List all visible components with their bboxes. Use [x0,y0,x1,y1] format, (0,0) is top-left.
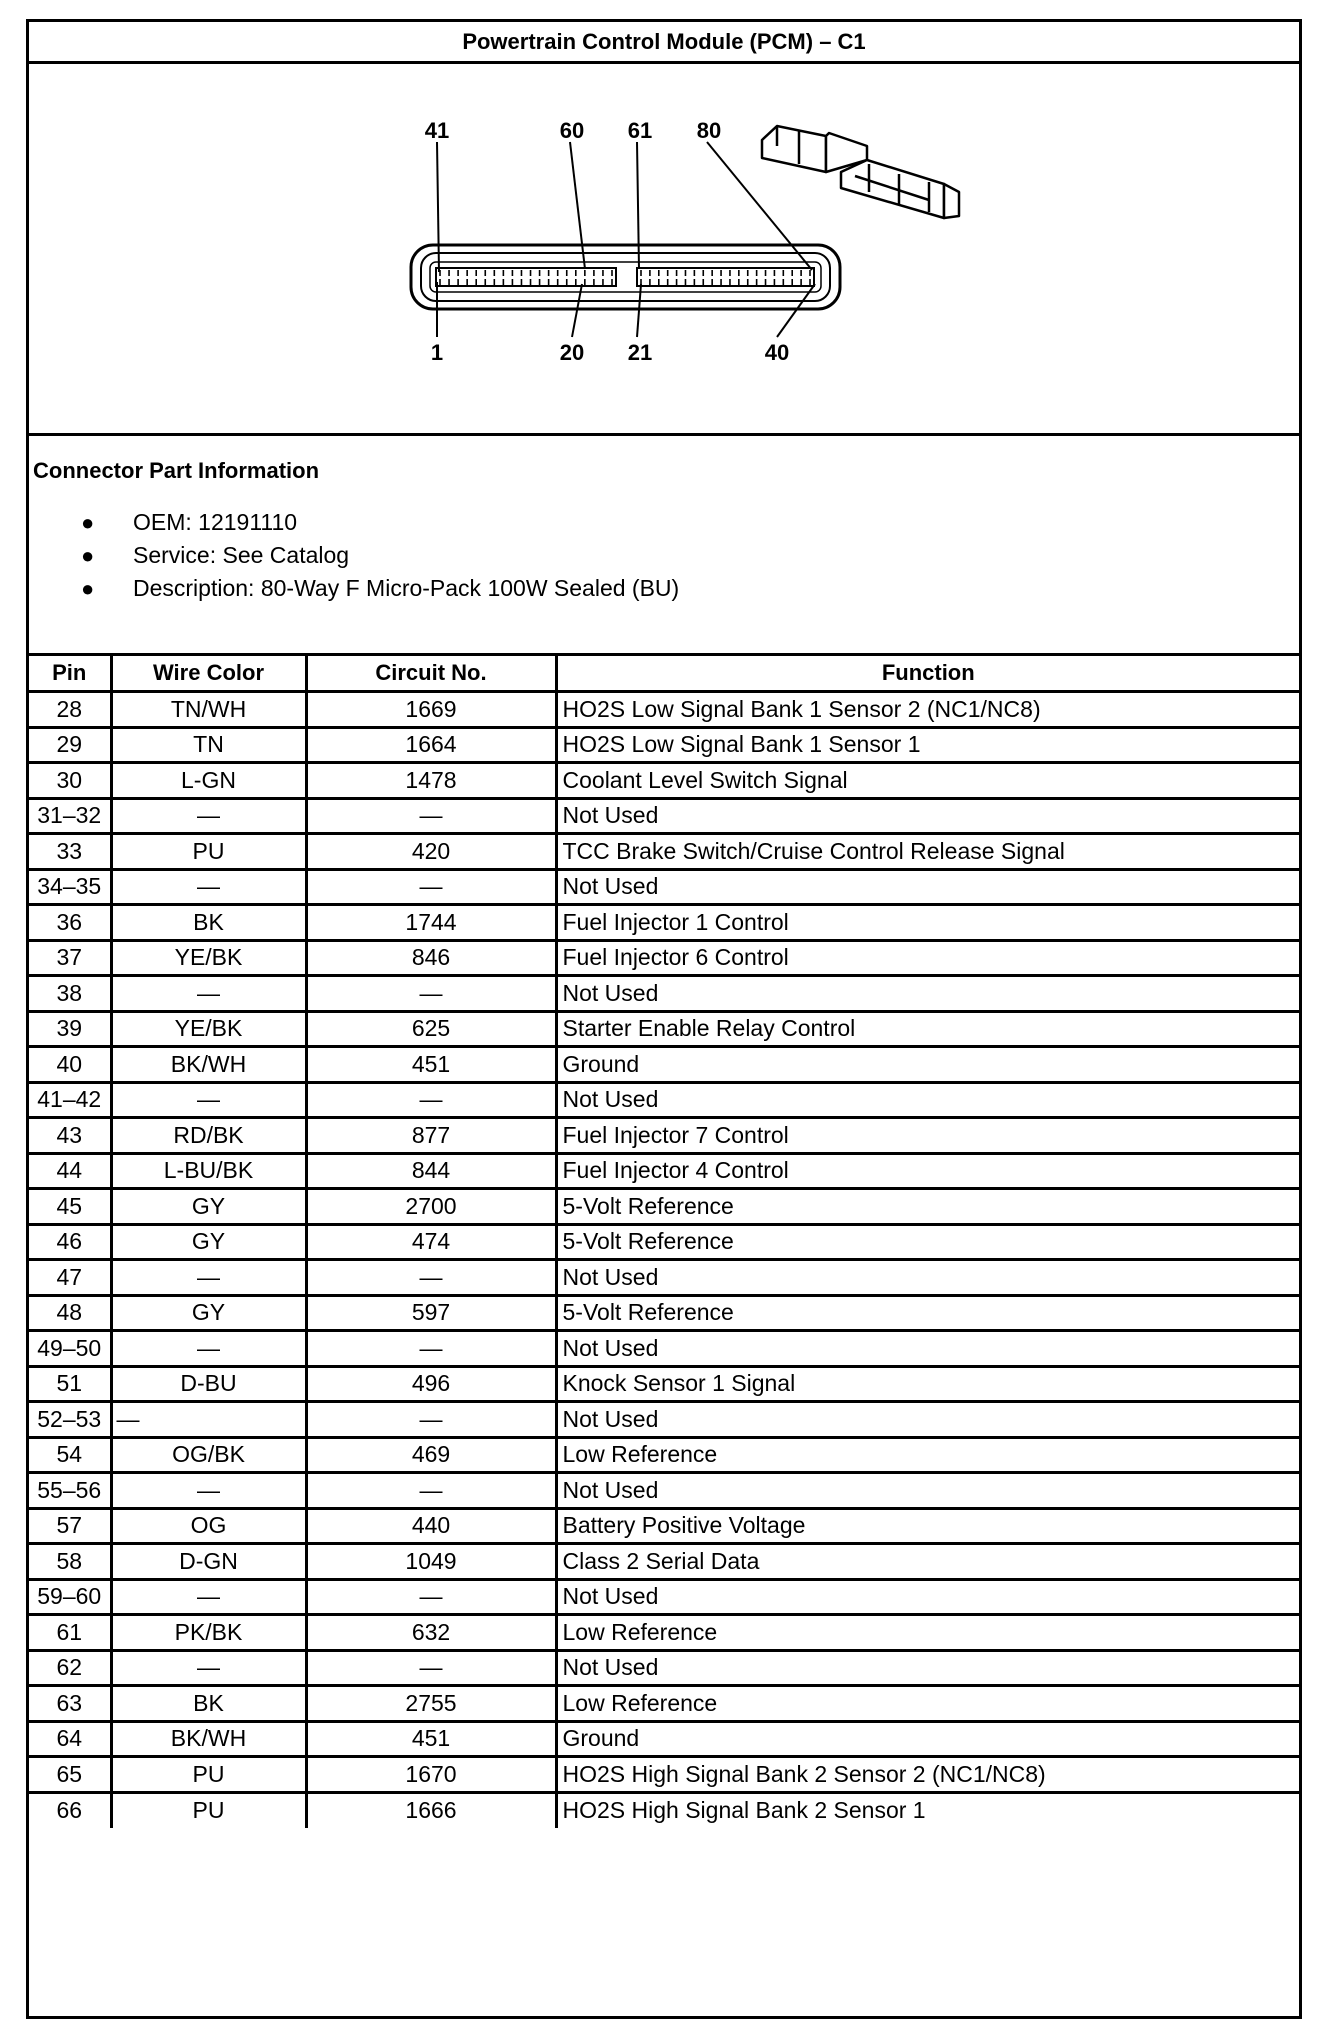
cell-circuit-no: — [306,1473,556,1509]
cell-function: 5-Volt Reference [556,1224,1299,1260]
table-row [29,1437,1299,1473]
cell-circuit-no: 1664 [306,727,556,763]
cell-circuit-no: 1744 [306,905,556,941]
connector-part-information [29,436,1299,656]
cell-pin: 62 [29,1650,111,1686]
cell-pin: 36 [29,905,111,941]
cell-pin: 44 [29,1153,111,1189]
cell-pin: 58 [29,1544,111,1580]
cell-circuit-no: 451 [306,1721,556,1757]
cell-circuit-no: — [306,1579,556,1615]
cell-circuit-no: — [306,1082,556,1118]
bullet-icon: ● [81,576,95,601]
table-row [29,1366,1299,1402]
cell-wire-color: PU [111,1792,306,1828]
cell-function: HO2S Low Signal Bank 1 Sensor 2 (NC1/NC8) [556,692,1299,728]
cell-circuit-no: 420 [306,834,556,870]
cell-wire-color: BK [111,905,306,941]
table-row [29,1331,1299,1367]
cell-circuit-no: 844 [306,1153,556,1189]
pin-table [29,656,1299,1828]
cell-function: Not Used [556,1650,1299,1686]
cell-pin: 63 [29,1686,111,1722]
cell-wire-color: — [111,976,306,1012]
cell-pin: 34–35 [29,869,111,905]
cell-function: HO2S High Signal Bank 2 Sensor 1 [556,1792,1299,1828]
table-row [29,1295,1299,1331]
cell-function: Not Used [556,869,1299,905]
cell-circuit-no: — [306,1331,556,1367]
table-row [29,1792,1299,1828]
connector-side-view [762,126,959,218]
table-row [29,1189,1299,1225]
cell-wire-color: BK [111,1686,306,1722]
bullet-icon: ● [81,510,95,535]
cell-pin: 40 [29,1047,111,1083]
cell-circuit-no: 1669 [306,692,556,728]
cell-circuit-no: 2755 [306,1686,556,1722]
cell-pin: 31–32 [29,798,111,834]
cell-function: Not Used [556,1082,1299,1118]
cell-wire-color: — [111,1579,306,1615]
cell-wire-color: GY [111,1189,306,1225]
cell-function: Ground [556,1047,1299,1083]
cell-pin: 52–53 [29,1402,111,1438]
cell-wire-color: — [111,869,306,905]
cell-function: Not Used [556,1331,1299,1367]
table-row [29,1047,1299,1083]
cell-wire-color: — [111,1331,306,1367]
cell-function: Not Used [556,798,1299,834]
table-row [29,1579,1299,1615]
cell-pin: 49–50 [29,1331,111,1367]
cell-pin: 38 [29,976,111,1012]
cell-circuit-no: 2700 [306,1189,556,1225]
table-row [29,834,1299,870]
cell-function: Knock Sensor 1 Signal [556,1366,1299,1402]
cell-function: Fuel Injector 7 Control [556,1118,1299,1154]
cell-pin: 41–42 [29,1082,111,1118]
cell-wire-color: GY [111,1224,306,1260]
pin-label-60: 60 [559,118,585,143]
table-row [29,976,1299,1012]
table-row [29,1011,1299,1047]
table-row [29,1686,1299,1722]
pin-label-61: 61 [627,118,653,143]
cell-wire-color: GY [111,1295,306,1331]
cell-wire-color: BK/WH [111,1047,306,1083]
cell-function: Fuel Injector 1 Control [556,905,1299,941]
cell-circuit-no: 1666 [306,1792,556,1828]
cell-wire-color: — [111,1402,306,1438]
cell-wire-color: OG/BK [111,1437,306,1473]
column-header-pin: Pin [29,656,111,692]
cell-function: Class 2 Serial Data [556,1544,1299,1580]
part-info-list [29,506,679,605]
bullet-icon: ● [81,543,95,568]
cell-pin: 39 [29,1011,111,1047]
cell-function: Low Reference [556,1686,1299,1722]
cell-wire-color: PU [111,834,306,870]
cell-wire-color: — [111,1473,306,1509]
table-row [29,1473,1299,1509]
cell-wire-color: L-GN [111,763,306,799]
column-header-function: Function [556,656,1299,692]
table-row [29,1082,1299,1118]
cell-circuit-no: — [306,1402,556,1438]
cell-wire-color: TN/WH [111,692,306,728]
pin-label-21: 21 [627,340,653,365]
cell-function: HO2S Low Signal Bank 1 Sensor 1 [556,727,1299,763]
pin-label-20: 20 [559,340,585,365]
table-row [29,763,1299,799]
table-row [29,1224,1299,1260]
cell-circuit-no: 877 [306,1118,556,1154]
cell-function: Not Used [556,1473,1299,1509]
cell-circuit-no: 597 [306,1295,556,1331]
table-row [29,1650,1299,1686]
pin-label-1: 1 [430,340,444,365]
table-row [29,1118,1299,1154]
cell-pin: 46 [29,1224,111,1260]
cell-pin: 64 [29,1721,111,1757]
cell-pin: 57 [29,1508,111,1544]
cell-wire-color: — [111,798,306,834]
cell-function: Not Used [556,1579,1299,1615]
table-row [29,1153,1299,1189]
cell-pin: 54 [29,1437,111,1473]
cell-function: Not Used [556,1260,1299,1296]
cell-circuit-no: 1049 [306,1544,556,1580]
cell-pin: 55–56 [29,1473,111,1509]
table-row [29,905,1299,941]
connector-pin-cavities [440,270,810,285]
cell-function: Battery Positive Voltage [556,1508,1299,1544]
cell-circuit-no: 496 [306,1366,556,1402]
cell-pin: 33 [29,834,111,870]
pin-label-80: 80 [696,118,722,143]
table-row [29,692,1299,728]
table-row [29,1260,1299,1296]
table-row [29,940,1299,976]
cell-pin: 48 [29,1295,111,1331]
cell-function: Fuel Injector 6 Control [556,940,1299,976]
cell-pin: 28 [29,692,111,728]
cell-function: Ground [556,1721,1299,1757]
cell-circuit-no: 440 [306,1508,556,1544]
pin-label-41: 41 [424,118,450,143]
cell-function: HO2S High Signal Bank 2 Sensor 2 (NC1/NC8) [556,1757,1299,1793]
cell-pin: 29 [29,727,111,763]
cell-circuit-no: — [306,869,556,905]
table-row [29,1544,1299,1580]
cell-circuit-no: 632 [306,1615,556,1651]
table-row [29,1402,1299,1438]
connector-sheet [26,19,1302,2019]
cell-wire-color: OG [111,1508,306,1544]
cell-pin: 43 [29,1118,111,1154]
cell-pin: 51 [29,1366,111,1402]
table-row [29,1615,1299,1651]
cell-wire-color: YE/BK [111,1011,306,1047]
cell-circuit-no: 1478 [306,763,556,799]
cell-function: Coolant Level Switch Signal [556,763,1299,799]
cell-function: Not Used [556,976,1299,1012]
table-row [29,798,1299,834]
cell-function: Fuel Injector 4 Control [556,1153,1299,1189]
cell-function: Starter Enable Relay Control [556,1011,1299,1047]
cell-wire-color: — [111,1650,306,1686]
table-row [29,1721,1299,1757]
cell-wire-color: TN [111,727,306,763]
cell-circuit-no: 625 [306,1011,556,1047]
cell-wire-color: — [111,1082,306,1118]
table-row [29,1757,1299,1793]
cell-pin: 47 [29,1260,111,1296]
cell-wire-color: — [111,1260,306,1296]
cell-function: Not Used [556,1402,1299,1438]
cell-circuit-no: — [306,1260,556,1296]
pin-label-40: 40 [764,340,790,365]
cell-pin: 45 [29,1189,111,1225]
cell-circuit-no: 451 [306,1047,556,1083]
connector-illustration [29,64,1299,434]
cell-wire-color: RD/BK [111,1118,306,1154]
cell-pin: 30 [29,763,111,799]
section-heading: Connector Part Information [33,458,320,483]
connector-diagram [29,64,1299,436]
cell-function: 5-Volt Reference [556,1189,1299,1225]
cell-wire-color: BK/WH [111,1721,306,1757]
page-title: Powertrain Control Module (PCM) – C1 [29,22,1299,64]
table-header-row [29,656,1299,692]
cell-circuit-no: — [306,798,556,834]
part-info-description: ● Description: 80-Way F Micro-Pack 100W Sealed (BU) [29,572,679,605]
cell-wire-color: PK/BK [111,1615,306,1651]
cell-circuit-no: 1670 [306,1757,556,1793]
part-info-oem: ● OEM: 12191110 [29,506,679,539]
column-header-circuit-no: Circuit No. [306,656,556,692]
table-row [29,869,1299,905]
cell-circuit-no: 469 [306,1437,556,1473]
part-info-service: ● Service: See Catalog [29,539,679,572]
cell-pin: 59–60 [29,1579,111,1615]
cell-pin: 65 [29,1757,111,1793]
column-header-wire-color: Wire Color [111,656,306,692]
table-row [29,727,1299,763]
cell-function: TCC Brake Switch/Cruise Control Release Signal [556,834,1299,870]
cell-pin: 37 [29,940,111,976]
cell-circuit-no: 846 [306,940,556,976]
cell-wire-color: L-BU/BK [111,1153,306,1189]
cell-function: Low Reference [556,1437,1299,1473]
cell-function: 5-Volt Reference [556,1295,1299,1331]
cell-pin: 66 [29,1792,111,1828]
cell-circuit-no: — [306,1650,556,1686]
cell-wire-color: PU [111,1757,306,1793]
cell-wire-color: D-BU [111,1366,306,1402]
cell-pin: 61 [29,1615,111,1651]
cell-circuit-no: — [306,976,556,1012]
cell-wire-color: D-GN [111,1544,306,1580]
connector-face-view [411,245,840,309]
table-row [29,1508,1299,1544]
cell-function: Low Reference [556,1615,1299,1651]
cell-wire-color: YE/BK [111,940,306,976]
cell-circuit-no: 474 [306,1224,556,1260]
